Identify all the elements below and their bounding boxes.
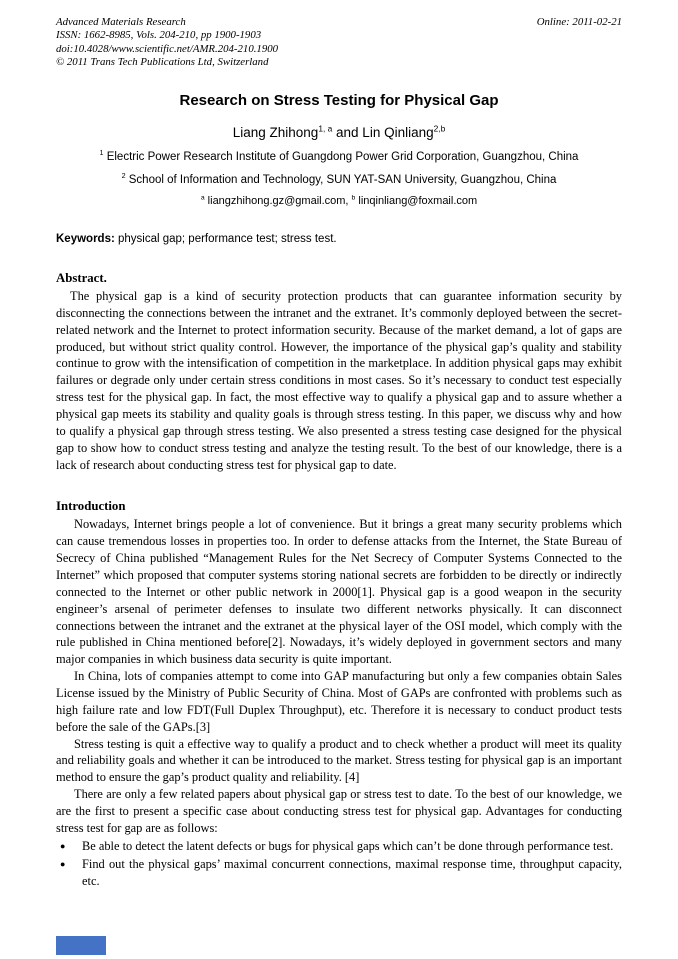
keywords-label: Keywords: [56, 232, 115, 245]
journal-header [56, 16, 622, 70]
affiliation-1-superscript: 1 [99, 149, 104, 158]
author-1-superscript: 1, a [318, 123, 333, 134]
footer-blue-bar [56, 936, 106, 955]
affiliation-2 [56, 174, 622, 186]
author-2: and Lin Qinliang [332, 124, 434, 140]
bullet-text: Find out the physical gaps’ maximal concurrent connections, maximal response time, throughput capacity, etc. [82, 856, 622, 888]
bullet-icon: ● [60, 840, 66, 851]
issn-line: ISSN: 1662-8985, Vols. 204-210, pp 1900-1903 [56, 29, 262, 42]
paper-title: Research on Stress Testing for Physical Gap [179, 91, 499, 109]
email-b: linqinliang@foxmail.com [355, 194, 478, 207]
abstract-text: The physical gap is a kind of security protection products that can guarantee information security by disconnecting the connections between the intranet and the extranet. It’s commonly deployed between the secret-related network and the Internet to protect information security. Because of the market demand, a lot of gaps are produced, but without strict quality control. However, the importance of the physical gap’s quality and stability continue to grow with the intensification of competition in the marketplace. In addition physical gaps may exhibit failures or degrade only under certain stress conditions in most cases. So it’s necessary to conduct test especially stress test for the physical gap. In fact, the most effective way to qualify a physical gap and to assure whether a physical gap meets its stability and quality goals is through stress testing. In this paper, we discuss why and how to qualify a physical gap through stress testing. We also presented a stress testing case designed for the physical gap to show how to conduct stress testing and analyze the testing result. To the best of our knowledge, there is a lack of research about conducting stress test for physical gap to date. [56, 288, 622, 472]
bullet-item [56, 838, 622, 855]
email-a: liangzhihong.gz@gmail.com, [204, 194, 352, 207]
author-2-superscript: 2,b [433, 123, 446, 134]
email-b-superscript: b [351, 194, 356, 202]
bullet-text: Be able to detect the latent defects or bugs for physical gaps which can’t be done through performance test. [82, 838, 614, 853]
introduction-paragraph: Stress testing is quit a effective way to qualify a product and to check whether a product will meet its quality and reliability goals and whether it can be introduced to the market. Stress testing for physical gap is an important method to ensure the gap’s product quality and reliability. [4] [56, 736, 622, 785]
keywords-line [56, 233, 622, 245]
introduction-paragraph: In China, lots of companies attempt to come into GAP manufacturing but only a few companies obtain Sales License issued by the Ministry of Public Security of China. Most of GAPs are confronted with problems such as high failure rate and low FDT(Full Duplex Throughput), etc. Therefore it is necessary to conduct product tests before the sale of the GAPs.[3] [56, 669, 622, 734]
introduction-paragraph: There are only a few related papers about physical gap or stress test to date. To the best of our knowledge, we are the first to present a specific case about conducting stress test for physical gap. Advantages for conducting stress test for gap are as follows: [56, 787, 622, 835]
author-1: Liang Zhihong [232, 124, 319, 140]
doi-line: doi:10.4028/www.scientific.net/AMR.204-210.1900 [56, 42, 279, 55]
emails-line [56, 195, 622, 207]
online-date: Online: 2011-02-21 [536, 16, 622, 28]
bullet-item [56, 856, 622, 890]
authors-line [56, 125, 622, 140]
affiliation-1-text: Electric Power Research Institute of Guangdong Power Grid Corporation, Guangzhou, China [103, 150, 579, 163]
affiliation-1 [56, 151, 622, 163]
abstract-heading: Abstract. [56, 270, 107, 285]
copyright-line: © 2011 Trans Tech Publications Ltd, Switzerland [56, 56, 269, 69]
journal-name: Advanced Materials Research [56, 16, 186, 28]
affiliation-2-superscript: 2 [121, 172, 126, 181]
keywords-text: physical gap; performance test; stress test. [114, 232, 337, 245]
introduction-heading: Introduction [56, 499, 126, 514]
bullet-icon: ● [60, 858, 66, 869]
introduction-paragraph: Nowadays, Internet brings people a lot of convenience. But it brings a great many security problems which can cause tremendous losses in properties too. In order to defense attacks from the Internet, the State Bureau of Secrecy of China published “Management Rules for the Net Secrecy of Computer Systems Connected to the Internet” which proposed that computer systems storing national secrets are forbidden to be directly or indirectly connected to the Internet or other public network in 2000[1]. Physical gap is a good weapon in the security engineer’s arsenal of perimeter defenses to insulate two different networks physically. It can disconnect connections between the intranet and the extranet at the physical layer of the OSI model, which comply with the rule published in China mentioned before[2]. Nowadays, it’s widely deployed in government sectors and many major companies in which business data security is quite important. [56, 517, 622, 667]
affiliation-2-text: School of Information and Technology, SUN YAT-SAN University, Guangzhou, China [125, 173, 557, 186]
email-a-superscript: a [200, 194, 205, 202]
